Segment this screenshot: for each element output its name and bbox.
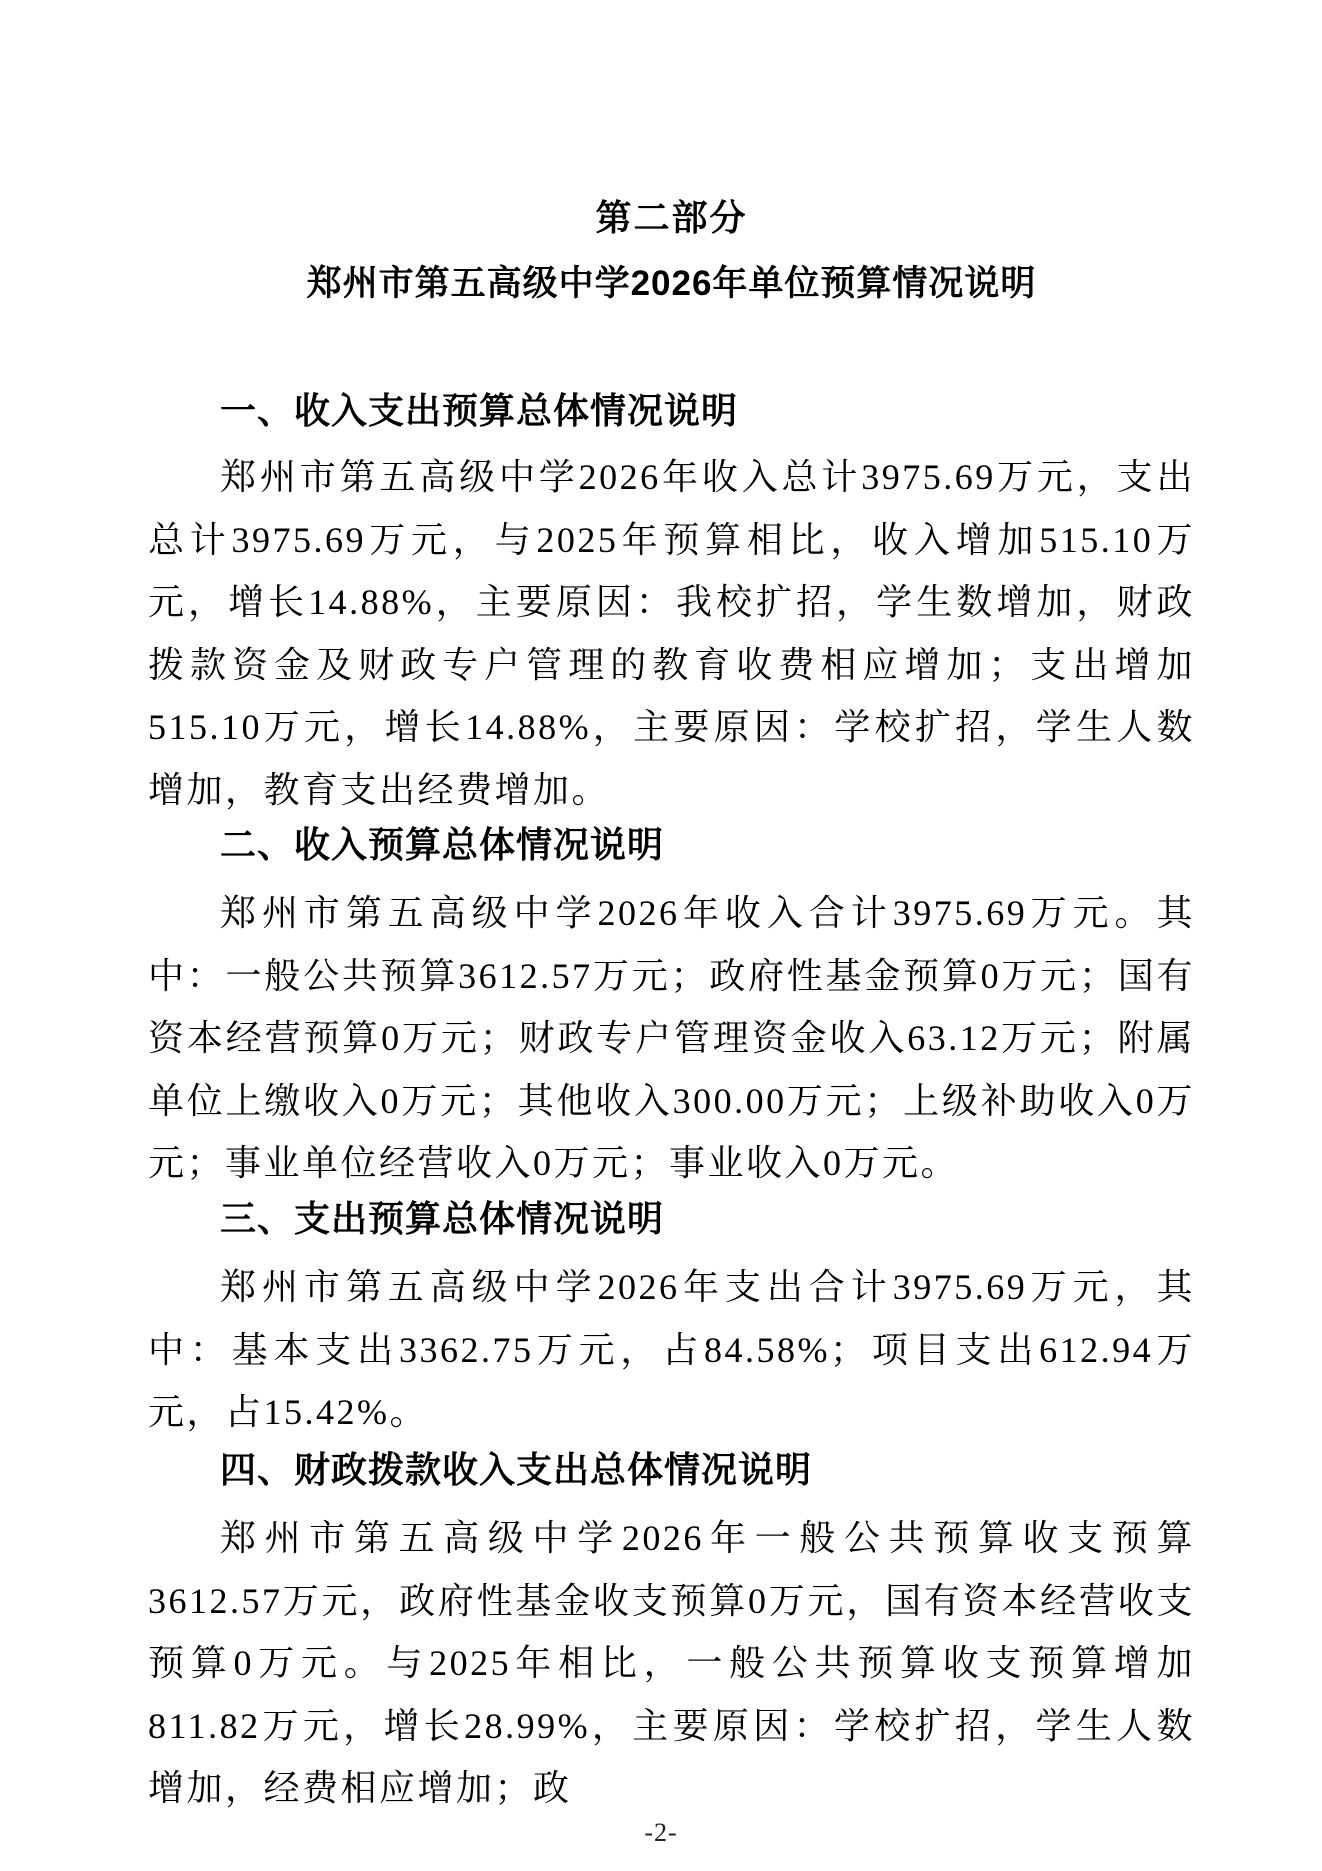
- section-paragraph-income-budget-overview: 郑州市第五高级中学2026年收入合计3975.69万元。其中：一般公共预算3612.57万元；政府性基金预算0万元；国有资本经营预算0万元；财政专户管理资金收入63.12万元；附属单位上缴收入0万元；其他收入300.00万元；上级补助收入0万元；事业单位经营收入0万元；事业收入0万元。: [148, 893, 1195, 1183]
- page-number: -2-: [644, 1818, 678, 1847]
- section-paragraph-income-expenditure-overview: 郑州市第五高级中学2026年收入总计3975.69万元，支出总计3975.69万元，与2025年预算相比，收入增加515.10万元，增长14.88%，主要原因：我校扩招，学生数增加，财政拨款资金及财政专户管理的教育收费相应增加；支出增加515.10万元，增长14.88%，主要原因：学校扩招，学生人数增加，教育支出经费增加。: [148, 457, 1195, 810]
- document-title: 郑州市第五高级中学2026年单位预算情况说明: [306, 264, 1037, 303]
- part-title: 第二部分: [595, 197, 748, 238]
- section-heading-fiscal-appropriation-overview: 四、财政拨款收入支出总体情况说明: [220, 1449, 813, 1490]
- document-content: [148, 0, 1195, 1871]
- section-heading-income-expenditure-overview: 一、收入支出预算总体情况说明: [220, 390, 739, 431]
- section-heading-income-budget-overview: 二、收入预算总体情况说明: [220, 824, 665, 865]
- section-paragraph-fiscal-appropriation-overview: 郑州市第五高级中学2026年一般公共预算收支预算3612.57万元，政府性基金收支预算0万元，国有资本经营收支预算0万元。与2025年相比，一般公共预算收支预算增加811.82万元，增长28.99%，主要原因：学校扩招，学生人数增加，经费相应增加；政: [148, 1518, 1195, 1808]
- section-heading-expenditure-budget-overview: 三、支出预算总体情况说明: [220, 1198, 665, 1239]
- section-paragraph-expenditure-budget-overview: 郑州市第五高级中学2026年支出合计3975.69万元，其中：基本支出3362.75万元，占84.58%；项目支出612.94万元，占15.42%。: [148, 1267, 1195, 1432]
